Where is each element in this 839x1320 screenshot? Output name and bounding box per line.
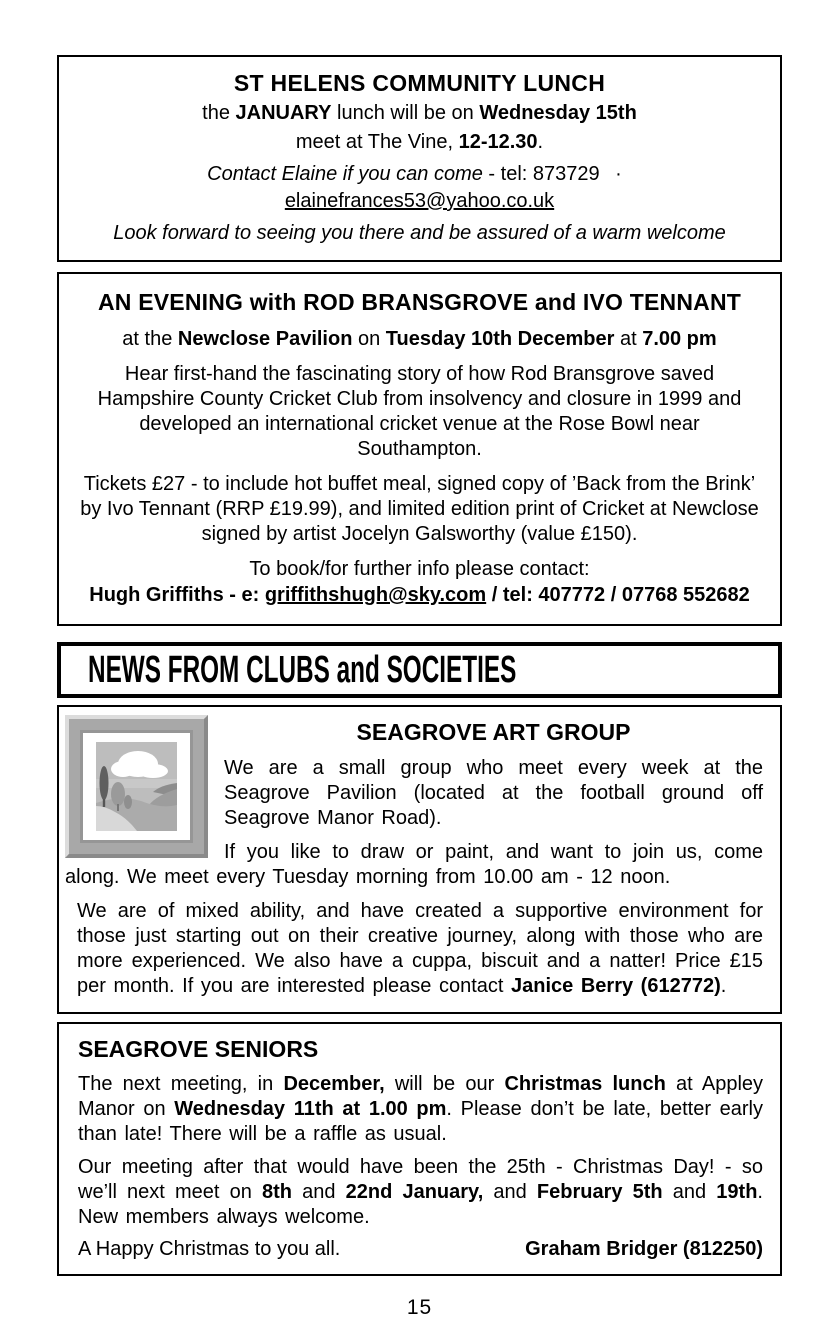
page-number: 15 bbox=[406, 1296, 433, 1319]
text-run: . Please don’t be late, better early than late! There will be a raffle as usual. bbox=[78, 1098, 763, 1145]
text-run: at the bbox=[122, 328, 178, 350]
seniors-signoff-row bbox=[78, 1236, 763, 1262]
seagrove-art-group-article bbox=[57, 705, 782, 1014]
lunch-welcome-line: Look forward to seeing you there and be assured of a warm welcome bbox=[113, 222, 726, 244]
text-run: and bbox=[662, 1181, 717, 1203]
text-run: . New members always welcome. bbox=[78, 1181, 763, 1228]
text-run: / tel: 407772 / 07768 552682 bbox=[486, 584, 750, 606]
text-run: We are of mixed ability, and have created a supportive environment for those just starting out on their creative journey, along with those who are more experienced. We also have a cuppa, biscuit and a natter! Price £15 per month. If you are interested please contact bbox=[77, 900, 763, 997]
lunch-contact-line bbox=[75, 161, 764, 215]
text-run: meet at The Vine, bbox=[295, 131, 459, 153]
art-group-details bbox=[77, 899, 763, 999]
text-run: JANUARY bbox=[235, 102, 332, 124]
event-tickets-info: Tickets £27 - to include hot buffet meal, signed copy of ’Back from the Brink’ by Ivo Tennant (RRP £19.99), and limited edition print of Cricket at Newclose signed by artist Jocelyn Galsworthy (value £150). bbox=[80, 473, 759, 545]
text-run: and bbox=[483, 1181, 537, 1203]
newsletter-page bbox=[0, 55, 839, 1319]
seniors-signature: Graham Bridger (812250) bbox=[525, 1238, 763, 1260]
text-run: - tel: 873729 · bbox=[482, 163, 632, 185]
landscape-painting-graphic bbox=[65, 715, 208, 858]
evening-event-notice bbox=[57, 272, 782, 626]
lunch-contact-email-link[interactable]: elainefrances53@yahoo.co.uk bbox=[284, 190, 555, 212]
event-title: AN EVENING with ROD BRANSGROVE and IVO TENNANT bbox=[97, 289, 741, 315]
text-run: at Appley Manor on bbox=[78, 1073, 764, 1120]
art-group-intro: We are a small group who meet every week at the Seagrove Pavilion (located at the football ground off Seagrove Manor Road). bbox=[224, 757, 763, 829]
text-run: and bbox=[291, 1181, 346, 1203]
lunch-venue-line bbox=[75, 129, 764, 156]
event-booking-contact bbox=[75, 582, 764, 609]
text-run: 12-12.30 bbox=[458, 131, 538, 153]
seagrove-seniors-article bbox=[57, 1022, 782, 1276]
text-run: Contact Elaine if you can come bbox=[207, 163, 483, 185]
art-group-invite: If you like to draw or paint, and want to join us, come along. We meet every Tuesday morning from 10.00 am - 12 noon. bbox=[65, 841, 763, 888]
text-run: Janice Berry (612772) bbox=[511, 975, 721, 997]
seniors-closing: A Happy Christmas to you all. bbox=[78, 1238, 341, 1260]
text-run: at bbox=[614, 328, 643, 350]
text-run: lunch will be on bbox=[331, 102, 480, 124]
text-run: Newclose Pavilion bbox=[177, 328, 353, 350]
community-lunch-notice bbox=[57, 55, 782, 262]
seniors-future-dates bbox=[78, 1155, 763, 1230]
event-booking-intro: To book/for further info please contact: bbox=[249, 558, 590, 580]
text-run: Wednesday 15th bbox=[479, 102, 637, 124]
text-run: the bbox=[202, 102, 236, 124]
text-run: on bbox=[352, 328, 386, 350]
clubs-societies-section-header bbox=[57, 642, 782, 698]
text-run: will be our bbox=[384, 1073, 505, 1095]
event-when-line bbox=[75, 326, 764, 352]
text-run: February 5th bbox=[536, 1181, 663, 1203]
text-run: Our meeting after that would have been the 25th - Christmas Day! - so we’ll next meet on bbox=[78, 1156, 763, 1203]
lunch-title: ST HELENS COMMUNITY LUNCH bbox=[233, 70, 606, 96]
art-group-title: SEAGROVE ART GROUP bbox=[356, 719, 631, 745]
lunch-date-line bbox=[75, 100, 764, 127]
text-run: 7.00 pm bbox=[642, 328, 717, 350]
text-run: Wednesday 11th at 1.00 pm bbox=[174, 1098, 447, 1120]
seniors-next-meeting bbox=[78, 1072, 763, 1147]
text-run: The next meeting, in bbox=[78, 1073, 284, 1095]
section-title: NEWS FROM CLUBS and SOCIETIES bbox=[88, 648, 517, 691]
seniors-title: SEAGROVE SENIORS bbox=[78, 1036, 319, 1062]
framed-painting-image bbox=[65, 715, 208, 858]
text-run: . bbox=[537, 131, 544, 153]
text-run: 8th bbox=[261, 1181, 292, 1203]
event-description: Hear first-hand the fascinating story of how Rod Bransgrove saved Hampshire County Cricket Club from insolvency and closure in 1999 and developed an international cricket venue at the Rose Bowl near Southampton. bbox=[97, 363, 742, 460]
text-run: Tuesday 10th December bbox=[385, 328, 615, 350]
text-run: . bbox=[720, 975, 727, 997]
event-contact-email-link[interactable]: griffithshugh@sky.com bbox=[264, 584, 487, 606]
text-run: 22nd January, bbox=[345, 1181, 484, 1203]
text-run: 19th bbox=[716, 1181, 758, 1203]
text-run: Christmas lunch bbox=[504, 1073, 666, 1095]
text-run: Hugh Griffiths - e: bbox=[89, 584, 265, 606]
text-run: December, bbox=[283, 1073, 385, 1095]
